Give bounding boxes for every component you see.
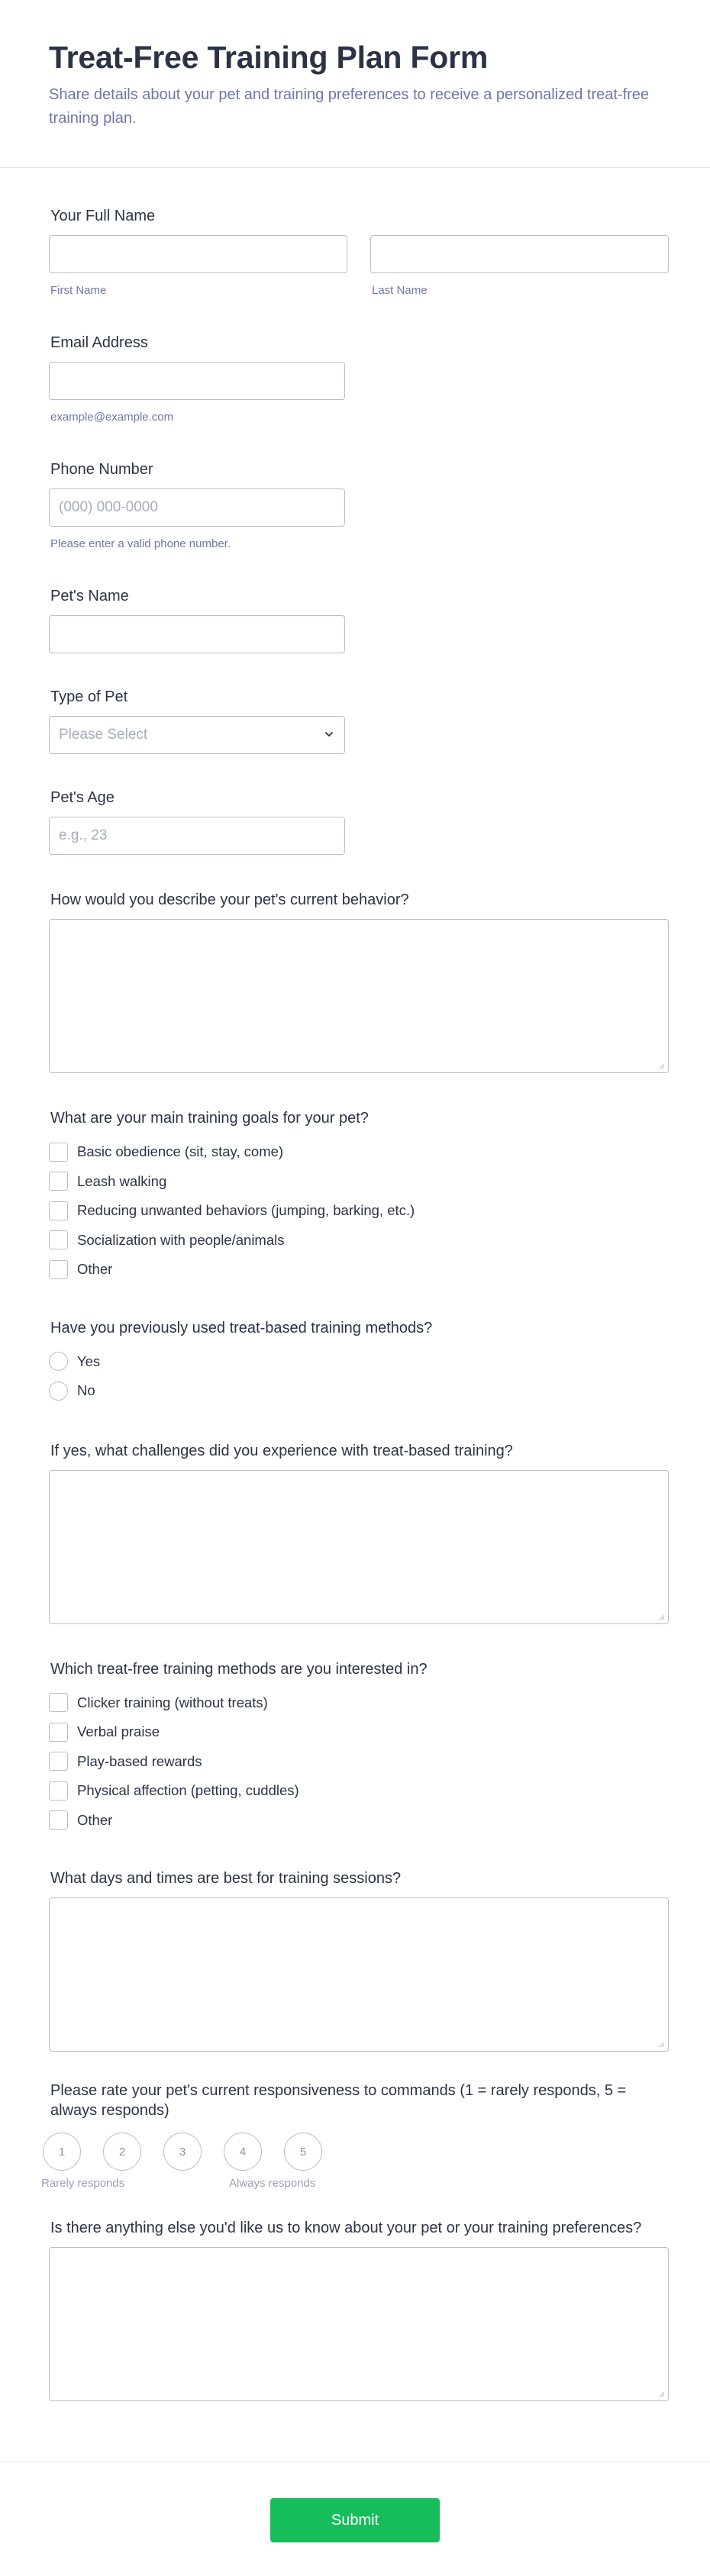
checkbox[interactable] bbox=[49, 1143, 68, 1162]
methods-options bbox=[49, 1688, 669, 1836]
goal-option-label: Leash walking bbox=[77, 1172, 167, 1189]
method-option[interactable] bbox=[49, 1688, 669, 1718]
additional-label: Is there anything else you'd like us to know about your pet or your training preferences? bbox=[50, 2220, 642, 2237]
schedule-field-group bbox=[49, 1868, 669, 2052]
method-option[interactable] bbox=[49, 1776, 669, 1806]
full-name-field bbox=[49, 206, 669, 298]
form-body bbox=[0, 168, 710, 2401]
email-field[interactable] bbox=[49, 362, 345, 400]
treat-history-label: Have you previously used treat-based training methods? bbox=[50, 1319, 433, 1336]
checkbox[interactable] bbox=[49, 1230, 68, 1249]
additional-textarea[interactable] bbox=[49, 2247, 669, 2401]
rating-scale bbox=[43, 2133, 669, 2171]
last-name-sublabel: Last Name bbox=[372, 284, 428, 298]
treat-history-field-group bbox=[49, 1318, 669, 1406]
last-name-input[interactable] bbox=[370, 235, 669, 273]
goal-option[interactable] bbox=[49, 1226, 669, 1256]
checkbox[interactable] bbox=[49, 1693, 68, 1712]
goal-option[interactable] bbox=[49, 1255, 669, 1285]
methods-label: Which treat-free training methods are you interested in? bbox=[50, 1660, 428, 1678]
goal-option[interactable] bbox=[49, 1196, 669, 1226]
form-title: Treat-Free Training Plan Form bbox=[49, 40, 489, 75]
method-option-label: Play-based rewards bbox=[77, 1752, 202, 1769]
pet-type-field-group bbox=[49, 687, 669, 754]
pet-age-label: Pet's Age bbox=[50, 789, 115, 807]
pet-name-input[interactable] bbox=[49, 615, 345, 653]
radio-label: No bbox=[77, 1382, 95, 1399]
email-field-group bbox=[49, 333, 669, 424]
chevron-down-icon bbox=[323, 728, 335, 740]
methods-field-group bbox=[49, 1659, 669, 1836]
method-option-label: Physical affection (petting, cuddles) bbox=[77, 1782, 299, 1799]
method-option[interactable] bbox=[49, 1806, 669, 1836]
rating-option-5[interactable]: 5 bbox=[284, 2133, 322, 2171]
resize-handle-icon[interactable] bbox=[657, 1613, 665, 1620]
responsiveness-field-group bbox=[41, 2081, 669, 2194]
method-option[interactable] bbox=[49, 1717, 669, 1747]
goals-label: What are your main training goals for your pet? bbox=[50, 1110, 369, 1127]
pet-type-select[interactable] bbox=[49, 716, 345, 754]
challenges-textarea[interactable] bbox=[49, 1470, 669, 1624]
goal-option-label: Socialization with people/animals bbox=[77, 1231, 285, 1248]
rating-high-label: Always responds bbox=[229, 2177, 316, 2191]
rating-scale-labels bbox=[41, 2177, 669, 2194]
rating-option-4[interactable]: 4 bbox=[224, 2133, 262, 2171]
method-option-label: Clicker training (without treats) bbox=[77, 1694, 268, 1710]
submit-button[interactable]: Submit bbox=[270, 2498, 440, 2542]
pet-name-label: Pet's Name bbox=[50, 588, 129, 605]
method-option-label: Verbal praise bbox=[77, 1723, 160, 1740]
responsiveness-label: Please rate your pet's current responsiveness to commands (1 = rarely responds, 5 = always responds) bbox=[50, 2082, 627, 2120]
checkbox[interactable] bbox=[49, 1723, 68, 1742]
goals-field-group bbox=[49, 1108, 669, 1285]
first-name-sublabel: First Name bbox=[50, 284, 107, 298]
radio-button[interactable] bbox=[49, 1352, 68, 1371]
method-option[interactable] bbox=[49, 1747, 669, 1777]
goal-option-label: Basic obedience (sit, stay, come) bbox=[77, 1143, 284, 1160]
phone-field-group bbox=[49, 459, 669, 551]
name-row bbox=[49, 235, 669, 298]
rating-option-3[interactable]: 3 bbox=[163, 2133, 202, 2171]
phone-input[interactable] bbox=[49, 488, 345, 527]
goals-options bbox=[49, 1137, 669, 1285]
checkbox[interactable] bbox=[49, 1781, 68, 1801]
pet-type-selected-value: Please Select bbox=[59, 727, 148, 743]
behavior-textarea[interactable] bbox=[49, 919, 669, 1073]
rating-option-1[interactable]: 1 bbox=[43, 2133, 81, 2171]
full-name-label: Your Full Name bbox=[50, 208, 156, 225]
radio-option-yes[interactable] bbox=[49, 1347, 669, 1377]
behavior-field-group bbox=[49, 890, 669, 1073]
pet-age-input[interactable] bbox=[49, 817, 345, 855]
behavior-label: How would you describe your pet's current behavior? bbox=[50, 891, 409, 909]
email-label: Email Address bbox=[50, 334, 148, 352]
pet-age-field-group bbox=[49, 788, 669, 855]
form-header bbox=[0, 0, 710, 168]
challenges-label: If yes, what challenges did you experience with treat-based training? bbox=[50, 1442, 513, 1459]
goal-option-label: Other bbox=[77, 1261, 113, 1278]
resize-handle-icon[interactable] bbox=[657, 2390, 665, 2397]
pet-type-label: Type of Pet bbox=[50, 688, 128, 706]
checkbox[interactable] bbox=[49, 1810, 68, 1830]
first-name-column bbox=[49, 235, 347, 298]
schedule-label: What days and times are best for training sessions? bbox=[50, 1870, 402, 1888]
rating-option-2[interactable]: 2 bbox=[103, 2133, 141, 2171]
treat-history-options bbox=[49, 1347, 669, 1406]
pet-name-field-group bbox=[49, 586, 669, 653]
radio-label: Yes bbox=[77, 1352, 101, 1369]
additional-field-group bbox=[49, 2218, 669, 2401]
email-sublabel: example@example.com bbox=[50, 411, 174, 424]
challenges-field-group bbox=[49, 1441, 669, 1624]
resize-handle-icon[interactable] bbox=[657, 2040, 665, 2048]
checkbox[interactable] bbox=[49, 1752, 68, 1771]
goal-option[interactable] bbox=[49, 1167, 669, 1197]
schedule-textarea[interactable] bbox=[49, 1897, 669, 2052]
checkbox[interactable] bbox=[49, 1260, 68, 1279]
goal-option[interactable] bbox=[49, 1137, 669, 1167]
radio-option-no[interactable] bbox=[49, 1376, 669, 1406]
form-footer bbox=[0, 2462, 710, 2576]
phone-sublabel: Please enter a valid phone number. bbox=[50, 537, 231, 551]
radio-button[interactable] bbox=[49, 1381, 68, 1401]
resize-handle-icon[interactable] bbox=[657, 1062, 665, 1069]
first-name-input[interactable] bbox=[49, 235, 347, 273]
checkbox[interactable] bbox=[49, 1201, 68, 1220]
method-option-label: Other bbox=[77, 1811, 113, 1828]
last-name-column bbox=[370, 235, 669, 298]
checkbox[interactable] bbox=[49, 1172, 68, 1191]
phone-label: Phone Number bbox=[50, 461, 153, 479]
rating-low-label: Rarely responds bbox=[41, 2177, 125, 2191]
form-subtitle: Share details about your pet and training preferences to receive a personalized treat-free training plan. bbox=[49, 86, 650, 127]
goal-option-label: Reducing unwanted behaviors (jumping, barking, etc.) bbox=[77, 1202, 415, 1219]
